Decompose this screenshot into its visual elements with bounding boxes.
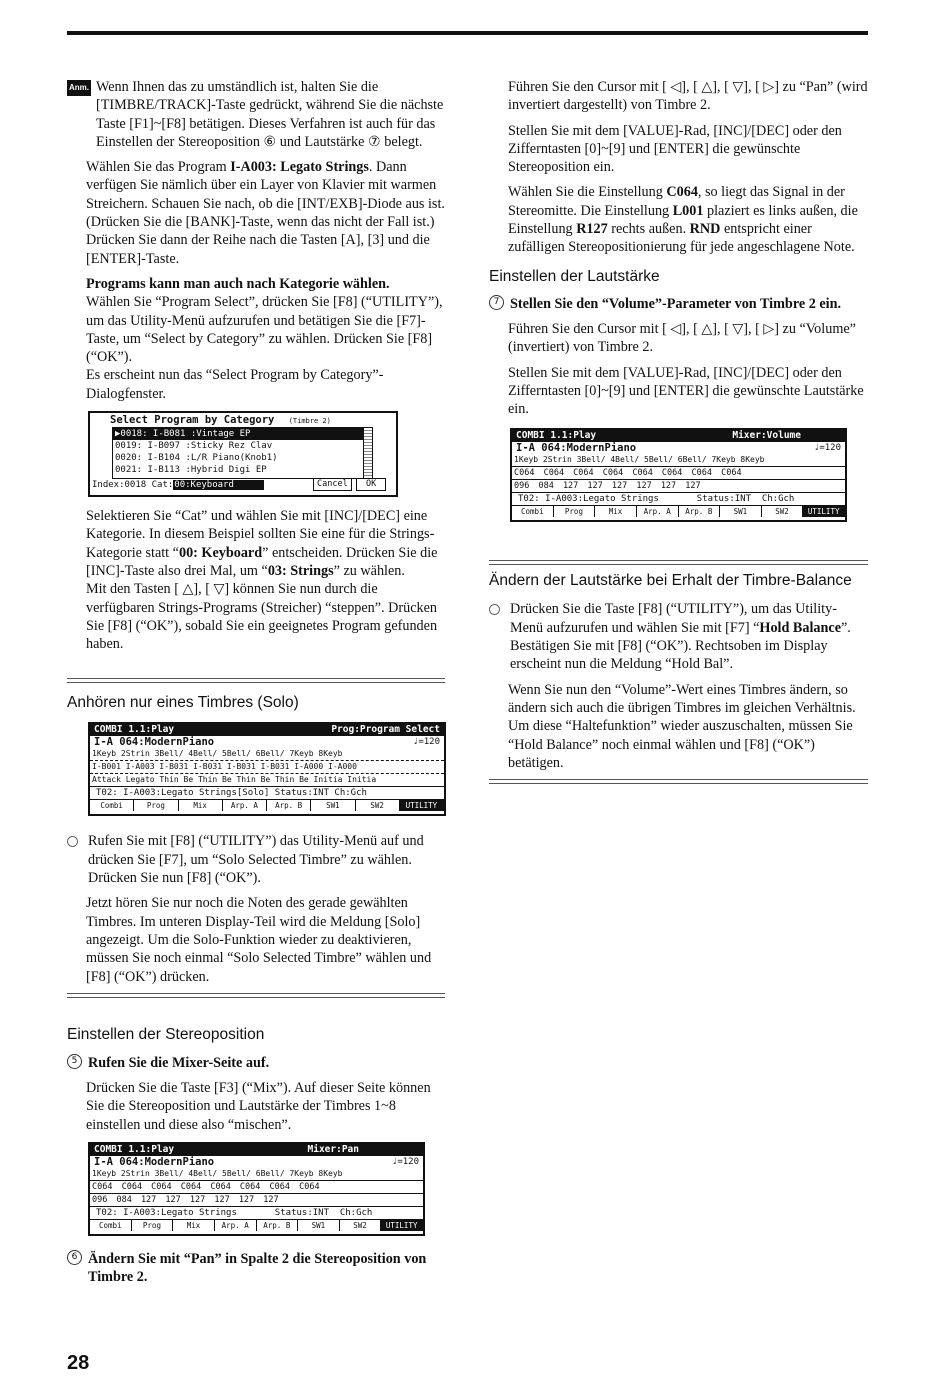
tab-mix[interactable]: Mix [179,800,223,811]
lcd-combi-row [90,1156,423,1168]
lcd-index-row [92,479,264,491]
text: Es erscheint nun das “Select Program by Category”-Dialogfenster. [86,367,384,402]
lcd-ok-button[interactable]: OK [356,478,386,491]
tab-arp-a[interactable]: Arp. A [215,1220,257,1231]
text: Wählen Sie “Program Select”, drücken Sie [F8] (“UTILITY”), um das Utility-Menü aufzurufen und betätigen Sie die [F7]-Taste, um “Select by Category” zu wählen. Drücken Sie [F8] (“OK”). [86,294,443,366]
text: Selektieren Sie “Cat” und wählen Sie mit [INC]/[DEC] eine Kategorie. In diesem Beispiel sollten Sie eine für die Strings-Kategorie statt “ [86,508,435,561]
paragraph-category [67,275,445,403]
lcd-mixer-volume [510,428,847,522]
anm-text: Wenn Ihnen das zu umständlich ist, halten Sie die [TIMBRE/TRACK]-Taste gedrückt, während Sie die nächste Taste [F1]~[F8] betätigen. Dieses Verfahren ist auch für das Einstellen der Stereoposition ⑥ und Lautstärke ⑦ belegt. [96,79,444,150]
text: Mit den Tasten [ △], [ ▽] können Sie nun durch die verfügbaren Strings-Programs (Streicher) “steppen”. Drücken Sie [F8] (“OK”), sobald Sie ein geeignetes Program gefunden haben. [86,581,438,653]
lcd-list-row[interactable]: 0019: I-B097 :Sticky Rez Clav [115,441,273,452]
tab-arp-a[interactable]: Arp. A [637,506,679,517]
lcd-titlebar [90,1144,423,1156]
anm-label: Anm. [67,80,91,96]
lcd-pan-row[interactable]: C064 C064 C064 C064 C064 C064 C064 C064 [512,466,845,479]
text: ” zu wählen. [333,562,405,579]
lcd-timbre-row[interactable]: 1Keyb 2Strin 3Bell/ 4Bell/ 5Bell/ 6Bell/ 7Keyb 8Keyb [514,455,765,465]
tab-utility[interactable]: UTILITY [803,506,845,517]
lcd-timbre-row[interactable]: 1Keyb 2Strin 3Bell/ 4Bell/ 5Bell/ 6Bell/ 7Keyb 8Keyb [92,1168,343,1178]
bullet-hold-balance [489,600,868,673]
lcd-cancel-button[interactable]: Cancel [313,478,352,491]
text: Rufen Sie mit [F8] (“UTILITY”) das Utility-Menü auf und drücken Sie [F7], um “Solo Selected Timbre” zu wählen. Drücken Sie nun [F8] (“OK”). [88,833,424,887]
paragraph-value-pan: Stellen Sie mit dem [VALUE]-Rad, [INC]/[DEC] oder den Zifferntasten [0]~[9] und [ENTER] die gewünschte Stereoposition ein. [508,122,842,176]
lcd-combi-row [90,736,444,748]
paragraph-pan-values [489,183,868,256]
lcd-status-row: T02: I-A003:Legato Strings Status:INT Ch:Gch [512,492,845,505]
text: ” entscheiden. Drücken Sie die [INC]-Taste also drei Mal, um “ [86,544,438,579]
lcd-mode: COMBI 1.1:Play [94,724,175,736]
paragraph-balance: Wenn Sie nun den “Volume”-Wert eines Timbres ändern, so ändern sich auch die übrigen Timbres im gleichen Verhältnis. [508,681,856,716]
step-7 [489,295,868,313]
tab-utility[interactable]: UTILITY [381,1220,423,1231]
paragraph-solo: Jetzt hören Sie nur noch die Noten des gerade gewählten Timbres. Im unteren Display-Teil wird die Meldung [Solo] angezeigt. Um die Solo-Funktion wieder zu deaktivieren, müssen Sie noch einmal “Solo Selected Timbre” wählen und [F8] (“OK”) drücken. [86,895,432,985]
text: ”. Bestätigen Sie mit [F8] (“OK”). Rechtsoben im Display erscheint nun die Meldung “Hold Bal”. [510,619,851,673]
lcd-mixer-pan [88,1142,425,1236]
bullet-icon [489,604,500,615]
text: Drücken Sie die Taste [F8] (“UTILITY”), um das Utility-Menü aufzurufen und wählen Sie mit [F7] “ [510,601,837,636]
lcd-tabs [90,799,444,811]
tab-prog[interactable]: Prog [134,800,178,811]
paragraph-balance-off: Um diese “Haltefunktion” wieder auszuschalten, müssen Sie “Hold Balance” noch einmal wählen und [F8] (“OK”) betätigen. [508,718,853,771]
tab-sw1[interactable]: SW1 [311,800,355,811]
step-number-icon: 7 [489,295,504,310]
bold-term: 00: Keyboard [178,544,263,561]
paragraph-value-volume: Stellen Sie mit dem [VALUE]-Rad, [INC]/[DEC] oder den Zifferntasten [0]~[9] und [ENTER] die gewünschte Lautstärke ein. [508,364,864,418]
lcd-status-row: T02: I-A003:Legato Strings Status:INT Ch:Gch [90,1206,423,1219]
lcd-title-text: Select Program by Category [110,414,275,427]
tab-arp-a[interactable]: Arp. A [223,800,267,811]
bold-term: Hold Balance [759,619,841,636]
bold-term: C064 [666,184,698,201]
lcd-subtitle: (Timbre 2) [288,417,331,426]
lcd-scrollbar[interactable] [363,427,373,479]
lcd-combi-name: I-A 064:ModernPiano [94,736,215,749]
bold-lead: Programs kann man auch nach Kategorie wählen. [86,275,390,292]
bold-term: 03: Strings [267,562,334,579]
tab-sw1[interactable]: SW1 [720,506,762,517]
paragraph-program-select [67,158,445,268]
lcd-list [112,427,364,479]
lcd-combi-name: I-A 064:ModernPiano [94,1155,215,1168]
tab-sw2[interactable]: SW2 [356,800,400,811]
step-number-icon: 6 [67,1250,82,1265]
heading-hold-balance: Ändern der Lautstärke bei Erhalt der Timbre-Balance [489,572,852,590]
bold-term: L001 [672,202,704,219]
lcd-prog-row[interactable]: I-B001 I-A003 I-B031 I-B031 I-B031 I-B031 I-A000 I-A000 [90,760,444,773]
section-rule [67,993,445,998]
heading-solo: Anhören nur eines Timbres (Solo) [67,694,299,712]
lcd-name-row: Attack Legato Thin Be Thin Be Thin Be Thin Be Initia Initia [90,773,444,786]
lcd-tabs [90,1219,423,1231]
text: . Dann verfügen Sie nämlich über ein Layer von Klavier mit warmen Streichern. Schauen Sie nach, ob die [INT/EXB]-Diode aus ist. (Drücken Sie die [BANK]-Taste, wenn das nicht der Fall ist.) Drücken Sie dann der Reihe nach die Tasten [A], [3] und die [ENTER]-Taste. [86,159,445,267]
lcd-page: Mixer:Volume [732,430,801,442]
tab-arp-b[interactable]: Arp. B [679,506,721,517]
lcd-volume-row[interactable]: 096 084 127 127 127 127 127 127 [512,479,845,492]
lcd-titlebar [512,430,845,442]
lcd-tempo: ♩=120 [391,1156,419,1167]
lcd-status-row: T02: I-A003:Legato Strings[Solo] Status:INT Ch:Gch [90,786,444,799]
lcd-page: Mixer:Pan [307,1143,359,1155]
lcd-list-row[interactable]: 0020: I-B104 :L/R Piano(Knob1) [115,453,278,464]
section-rule [489,779,868,784]
lcd-select-by-category [88,411,398,497]
tab-sw1[interactable]: SW1 [298,1220,340,1231]
tab-arp-b[interactable]: Arp. B [257,1220,299,1231]
header-rule [67,31,868,35]
section-rule [67,678,445,683]
bullet-icon [67,836,78,847]
bullet-solo [67,832,445,887]
lcd-combi-name: I-A 064:ModernPiano [516,442,637,455]
lcd-cat-field[interactable]: 00:Keyboard [173,480,264,490]
tab-mix[interactable]: Mix [173,1220,215,1231]
step-6 [67,1250,445,1287]
lcd-tempo: ♩=120 [412,737,440,748]
text: Wählen Sie die Einstellung [508,184,667,201]
lcd-combi-row [512,442,845,454]
tab-combi[interactable]: Combi [512,506,554,517]
tab-combi[interactable]: Combi [90,800,134,811]
step-number-icon: 5 [67,1054,82,1069]
lcd-timbre-row[interactable]: 1Keyb 2Strin 3Bell/ 4Bell/ 5Bell/ 6Bell/ 7Keyb 8Keyb [92,749,343,759]
left-column [67,78,445,1294]
lcd-tempo: ♩=120 [813,443,841,454]
text: entspricht einer zufälligen Stereopositionierung für jede angeschlagene Note. [508,221,855,256]
lcd-volume-row[interactable]: 096 084 127 127 127 127 127 127 [90,1193,423,1206]
lcd-titlebar [90,724,444,736]
lcd-index: Index:0018 Cat: [92,480,174,491]
bold-term: R127 [576,221,608,238]
paragraph-cat [67,507,445,653]
paragraph-cursor-volume: Führen Sie den Cursor mit [ ◁], [ △], [ ▽], [ ▷] zu “Volume” (invertiert) von Timbre 2. [508,320,856,356]
tab-prog[interactable]: Prog [132,1220,174,1231]
text: Ändern Sie mit “Pan” in Spalte 2 die Stereoposition von Timbre 2. [88,1250,427,1286]
program-name: I-A003: Legato Strings [230,159,369,176]
anm-note [67,78,445,151]
lcd-page: Prog:Program Select [331,724,440,736]
tab-mix[interactable]: Mix [595,506,637,517]
section-rule [489,560,868,565]
lcd-mode: COMBI 1.1:Play [516,430,597,442]
paragraph-mixer: Drücken Sie die Taste [F3] (“Mix”). Auf dieser Seite können Sie die Stereoposition und Lautstärke der Timbres 1~8 einstellen und diese also “mischen”. [86,1080,431,1133]
bold-term: RND [689,221,721,238]
tab-sw2[interactable]: SW2 [340,1220,382,1231]
text: , so liegt das Signal in der Stereomitte. Die Einstellung [508,184,845,219]
right-column [489,78,868,784]
lcd-list-row[interactable]: 0021: I-B113 :Hybrid Digi EP [115,465,267,476]
tab-arp-b[interactable]: Arp. B [267,800,311,811]
text: Stellen Sie den “Volume”-Parameter von Timbre 2 ein. [510,295,842,312]
tab-prog[interactable]: Prog [554,506,596,517]
lcd-pan-row[interactable]: C064 C064 C064 C064 C064 C064 C064 C064 [90,1180,423,1193]
page-number: 28 [67,1352,90,1374]
paragraph-cursor-pan: Führen Sie den Cursor mit [ ◁], [ △], [ ▽], [ ▷] zu “Pan” (wird invertiert dargestellt) von Timbre 2. [508,79,868,114]
tab-utility[interactable]: UTILITY [400,800,444,811]
text: Rufen Sie die Mixer-Seite auf. [88,1054,270,1071]
lcd-mode: COMBI 1.1:Play [94,1143,175,1155]
text: rechts außen. [607,221,690,238]
tab-combi[interactable]: Combi [90,1220,132,1231]
lcd-list-row[interactable]: ▶0018: I-B081 :Vintage EP [113,428,363,440]
lcd-title [90,413,396,427]
text: plaziert es links außen, die Einstellung [508,202,858,238]
lcd-solo-screen [88,722,446,816]
lcd-tabs [512,505,845,517]
heading-volume: Einstellen der Lautstärke [489,267,660,285]
step-5 [67,1054,445,1072]
text: Wählen Sie das Program [86,159,231,176]
tab-sw2[interactable]: SW2 [762,506,804,517]
heading-stereo: Einstellen der Stereoposition [67,1025,265,1043]
